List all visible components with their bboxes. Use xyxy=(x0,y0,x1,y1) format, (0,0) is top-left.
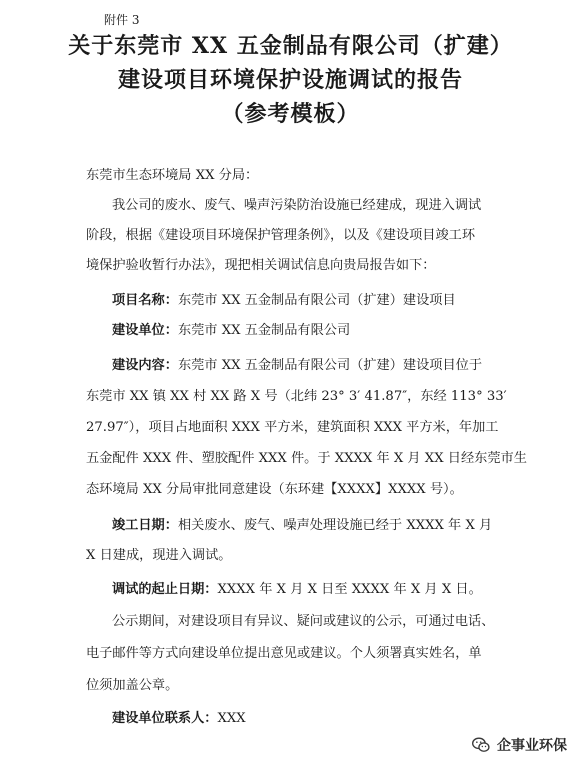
wechat-icon xyxy=(471,735,491,755)
intro-line-1: 我公司的废水、废气、噪声污染防治设施已经建成，现进入调试 xyxy=(112,198,482,213)
content-line-2: 东莞市 XX 镇 XX 村 XX 路 X 号（北纬 23° 3′ 41.87″，东经 113° 33′ xyxy=(86,389,507,404)
completion-row xyxy=(112,516,492,536)
project-name-label: 项目名称： xyxy=(112,293,178,308)
title-line-3: （参考模板） xyxy=(221,101,360,127)
debug-period-label: 调试的起止日期： xyxy=(112,582,218,597)
contact-row xyxy=(112,709,246,729)
project-name-row xyxy=(112,291,456,311)
debug-period-value: XXXX 年 X 月 X 日至 XXXX 年 X 月 X 日。 xyxy=(217,582,482,597)
builder-row xyxy=(112,321,350,341)
content-line-5: 态环境局 XX 分局审批同意建设（东环建【XXXX】XXXX 号）。 xyxy=(86,482,463,497)
attachment-label: 附件 3 xyxy=(104,13,140,27)
content-line-3: 27.97″），项目占地面积 XXX 平方米，建筑面积 XXX 平方米，年加工 xyxy=(86,420,499,435)
wechat-watermark xyxy=(471,735,567,755)
debug-period-row xyxy=(112,580,482,600)
content-line-4: 五金配件 XXX 件、塑胶配件 XXX 件。于 XXXX 年 X 月 XX 日经东莞市生 xyxy=(86,451,527,466)
intro-line-2: 阶段，根据《建设项目环境保护管理条例》，以及《建设项目竣工环 xyxy=(86,228,476,243)
content-label: 建设内容： xyxy=(112,358,178,373)
content-row xyxy=(112,356,482,376)
title-line-2: 建设项目环境保护设施调试的报告 xyxy=(117,67,463,93)
completion-label: 竣工日期： xyxy=(112,518,178,533)
contact-label: 建设单位联系人： xyxy=(112,711,218,726)
builder-label: 建设单位： xyxy=(112,323,178,338)
content-line-1: 东莞市 XX 五金制品有限公司（扩建）建设项目位于 xyxy=(177,358,483,373)
notice-line-2: 电子邮件等方式向建设单位提出意见或建议。个人须署真实姓名，单 xyxy=(86,646,482,661)
completion-line-2: X 日建成，现进入调试。 xyxy=(86,548,232,563)
project-name-value: 东莞市 XX 五金制品有限公司（扩建）建设项目 xyxy=(177,293,456,308)
completion-line-1: 相关废水、废气、噪声处理设施已经于 XXXX 年 X 月 xyxy=(177,518,493,533)
addressee: 东莞市生态环境局 XX 分局： xyxy=(86,168,259,183)
notice-line-1: 公示期间，对建设项目有异议、疑问或建议的公示，可通过电话、 xyxy=(112,614,495,629)
watermark-text: 企事业环保 xyxy=(497,738,567,754)
contact-value: XXX xyxy=(217,711,246,726)
intro-line-3: 境保护验收暂行办法》，现把相关调试信息向贵局报告如下： xyxy=(86,258,436,273)
title-line-1: 关于东莞市 XX 五金制品有限公司（扩建） xyxy=(68,33,513,59)
builder-value: 东莞市 XX 五金制品有限公司 xyxy=(177,323,351,338)
notice-line-3: 位须加盖公章。 xyxy=(86,678,179,693)
